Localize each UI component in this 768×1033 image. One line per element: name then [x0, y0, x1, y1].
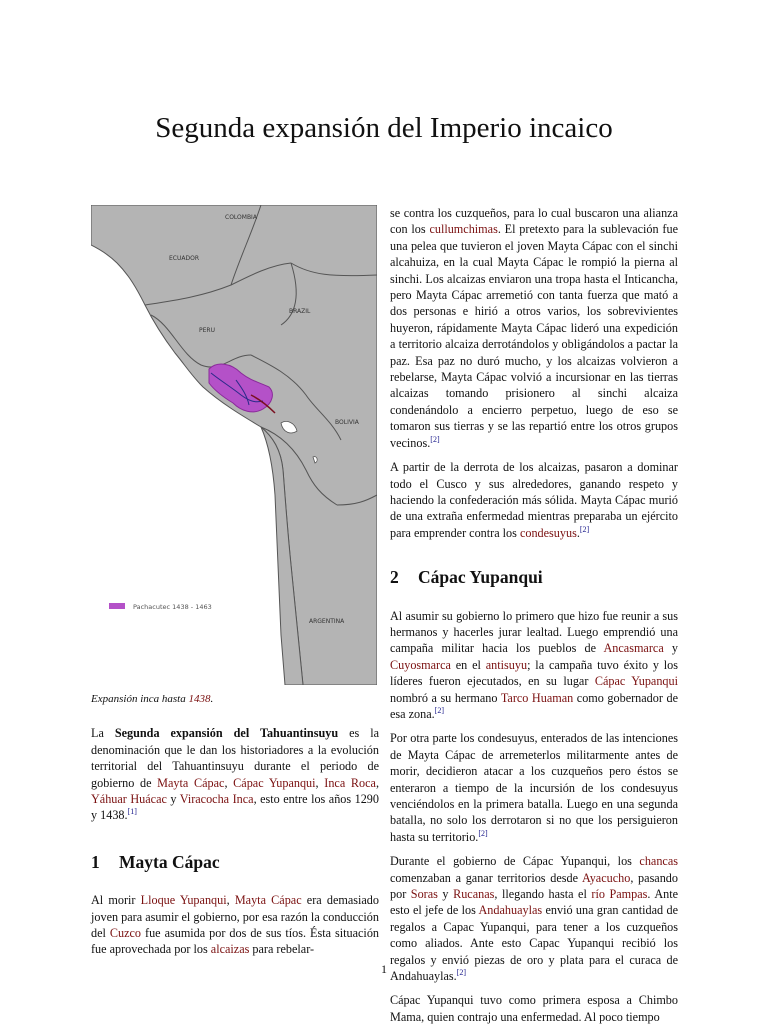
link-rucanas[interactable]: Rucanas [453, 887, 495, 902]
link-chancas[interactable]: chancas [639, 854, 678, 869]
section-heading-mayta-capac: 1 Mayta Cápac [91, 851, 220, 872]
page-number: 1 [381, 962, 387, 976]
map-label-brazil: BRAZIL [289, 308, 311, 315]
link-cuyosmarca[interactable]: Cuyosmarca [390, 657, 451, 672]
ref-2e[interactable]: [2] [456, 968, 467, 977]
legend-swatch [109, 603, 125, 609]
legend-text: Pachacutec 1438 - 1463 [133, 603, 212, 611]
right-column [390, 205, 678, 1033]
ref-2b[interactable]: [2] [579, 524, 590, 534]
link-cullumchimas[interactable]: cullumchimas [429, 222, 498, 237]
link-yahuar-huacac[interactable]: Yáhuar Huácac [91, 792, 167, 807]
ref-2a[interactable]: [2] [430, 434, 440, 444]
intro-bold-term: Segunda expansión del Tahuantinsuyu [114, 726, 339, 741]
link-viracocha-inca[interactable]: Viracocha Inca [179, 792, 254, 807]
section1-paragraph-2: se contra los cuzqueños, para lo cual buscaron una alianza con los cullumchimas. El pretexto para la sublevación fue una pelea que tuvieron el joven Mayta Cápac con el sinchi alcahuiza, en la cual Mayta Cápac le rompió la pierna al sinchi. Los alcaizas enviaron una tropa hasta el Inticancha, pero Mayta Cápac arremetió con tanta fuerza que mató a dos personas e hirió a otros varios, los sobrevivientes huyeron, rápidamente Mayta Cápac lideró una expedición a territorio alcaiza derrotándolos y obligándolos a pactar la paz. Esa paz no duró mucho, y los alcaizas volvieron a rebelarse, Mayta Cápac volvió a incursionar en las tierras alcaizas tomando prisionero al sinchi alcaiza condenándolo a encierro perpetuo, luego de eso se tomaron sus tierras y se las repartió entre los otros grupos vecinos.[2] [390, 206, 678, 450]
link-ancasmarca[interactable]: Ancasmarca [603, 641, 664, 656]
ref-1[interactable]: [1] [127, 807, 137, 817]
link-mayta-capac[interactable]: Mayta Cápac [157, 775, 225, 790]
link-rio-pampas[interactable]: río Pampas [591, 887, 648, 902]
section2-paragraph-2: Por otra parte los condesuyus, enterados de las intenciones de Mayta Cápac de arremeterlos militarmente antes de morir, decidieron atacar a los cuzqueños pero éstos se enteraron a tiempo de la incursión de los condesuyus venciéndolos en la primera batalla. Luego en una segunda batalla, no solo los derrotaron si no que los persiguieron hasta su territorio.[2] [390, 731, 678, 844]
ref-2c[interactable]: [2] [434, 705, 444, 715]
section2-paragraph-1: Al asumir su gobierno lo primero que hizo fue reunir a sus hermanos y hacerles jurar lealtad. Luego emprendió una campaña militar hacia los pueblos de Ancasmarca y Cuyosmarca en el antisuyu; la campaña tuvo éxito y los líderes fueron ejecutados, en su lugar Cápac Yupanqui nombró a su hermano Tarco Huaman como gobernador de esa zona.[2] [390, 608, 679, 721]
section-heading-capac-yupanqui: 2 Cápac Yupanqui [390, 567, 543, 588]
link-cuzco[interactable]: Cuzco [109, 926, 142, 941]
intro-paragraph: La Segunda expansión del Tahuantinsuyu es la denominación que le dan los historiadores a la evolución territorial del Tahuantinsuyu durante el periodo de gobierno de Mayta Cápac, Cápac Yupanqui, Inca Roca, Yáhuar Huácac y Viracocha Inca, esto entre los años 1290 y 1438.[1] [91, 726, 379, 823]
section1-paragraph-3: A partir de la derrota de los alcaizas, pasaron a dominar todo el Cusco y sus alrededores, ganando respeto y haciendo la confederación más sólida. Mayta Cápac murió de una extraña enfermedad mientras preparaba un ejército para emprender contra los condesuyus.[2] [390, 460, 678, 540]
link-condesuyus[interactable]: condesuyus [519, 525, 577, 540]
map-label-bolivia: BOLIVIA [335, 419, 359, 426]
link-andahuaylas[interactable]: Andahuaylas [478, 903, 543, 918]
link-lloque-yupanqui[interactable]: Lloque Yupanqui [140, 893, 227, 908]
ref-2d[interactable]: [2] [478, 828, 488, 838]
link-alcaizas[interactable]: alcaizas [210, 942, 250, 957]
link-antisuyu[interactable]: antisuyu [485, 657, 528, 672]
caption-link-1438[interactable]: 1438 [188, 693, 211, 705]
map-label-ecuador: ECUADOR [169, 255, 199, 262]
section1-paragraph-1: Al morir Lloque Yupanqui, Mayta Cápac era demasiado joven para asumir el gobierno, por esa razón la conducción del Cuzco fue asumida por dos de sus tíos. Ésta situación fue aprovechada por los alcaizas para rebelar- [91, 893, 380, 957]
link-tarco-huaman[interactable]: Tarco Huaman [500, 690, 574, 705]
section2-paragraph-3: Durante el gobierno de Cápac Yupanqui, los chancas comenzaban a ganar territorios desde Ayacucho, pasando por Soras y Rucanas, llegando hasta el río Pampas. Ante esto el jefe de los Andahuaylas envió una gran cantidad de regalos a Capac Yupanqui, para tener a los cuzqueños como aliados. Ante esto Capac Yupanqui recibió los regalos y envió piezas de oro y plata para el curaca de Andahuaylas.[2] [390, 854, 679, 984]
link-soras[interactable]: Soras [410, 887, 438, 902]
map-label-peru: PERU [199, 327, 215, 334]
link-capac-yupanqui[interactable]: Cápac Yupanqui [233, 775, 316, 790]
link-mayta-capac-2[interactable]: Mayta Cápac [234, 893, 302, 908]
figure-caption: Expansión inca hasta 1438. [91, 693, 214, 705]
section2-paragraph-4: Cápac Yupanqui tuvo como primera esposa a Chimbo Mama, quien contrajo una enfermedad. Al poco tiempo [390, 993, 678, 1024]
map-label-argentina: ARGENTINA [309, 618, 345, 625]
link-capac-yupanqui-2[interactable]: Cápac Yupanqui [594, 674, 679, 689]
inca-expansion-map [91, 205, 377, 685]
page-title: Segunda expansión del Imperio incaico [155, 112, 613, 144]
link-inca-roca[interactable]: Inca Roca [324, 775, 376, 790]
map-label-colombia: COLOMBIA [225, 214, 257, 221]
link-ayacucho[interactable]: Ayacucho [582, 870, 631, 885]
left-column [91, 205, 379, 966]
